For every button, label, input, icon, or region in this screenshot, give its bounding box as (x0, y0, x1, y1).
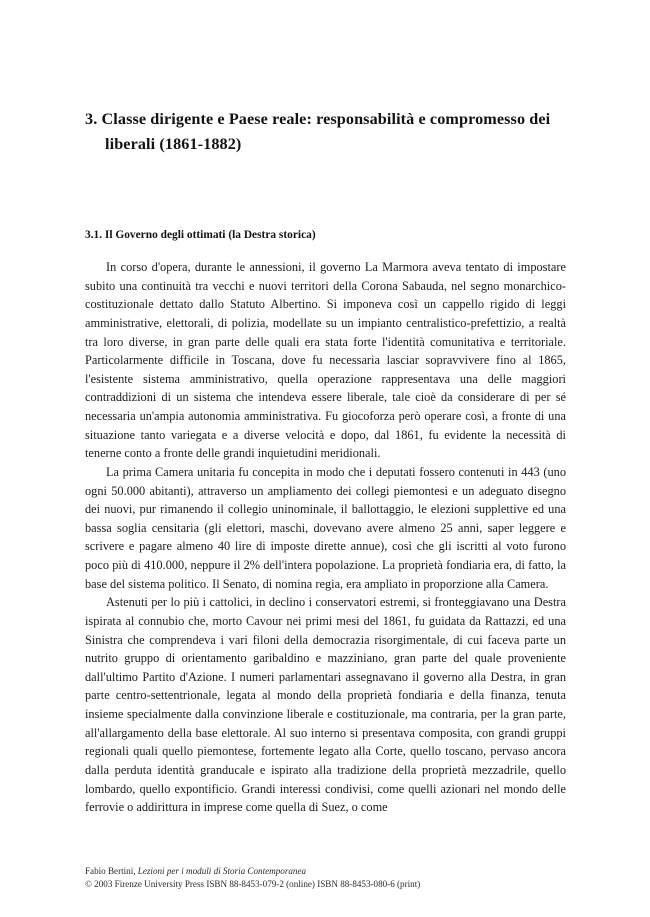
footer-copyright-line: © 2003 Firenze University Press ISBN 88-8453-079-2 (online) ISBN 88-8453-080-6 (print) (85, 878, 421, 889)
body-text (85, 258, 566, 817)
body-paragraph: Astenuti per lo più i cattolici, in declino i conservatori estremi, si fronteggiavano una Destra ispirata al connubio che, morto Cavour nei primi mesi del 1861, fu guidata da Rattazzi, ed una Sinistra che comprendeva i vari filoni della democrazia risorgimentale, di cui faceva parte un nutrito gruppo di orientamento garibaldino e mazziniano, gran parte del quale proveniente dall'ultimo Partito d'Azione. I numeri parlamentari assegnavano il governo alla Destra, in gran parte centro-settentrionale, legata al mondo della proprietà fondiaria e della finanza, tenuta insieme specialmente dalla convinzione liberale e costituzionale, ma contraria, per la gran parte, all'allargamento della base elettorale. Al suo interno si presentava composita, con grandi gruppi regionali quali quello piemontese, fortemente legato alla Corte, quello toscano, pervaso ancora dalla perduta identità granducale e ispirato alla tradizione della proprietà mezzadrile, quello lombardo, quello expontificio. Grandi interessi condivisi, come quelli azionari nel mondo delle ferrovie o addirittura in imprese come quella di Suez, o come (85, 595, 566, 815)
section-heading: 3.1. Il Governo degli ottimati (la Destra storica) (85, 229, 316, 242)
chapter-title: 3. Classe dirigente e Paese reale: responsabilità e compromesso dei liberali (1861-1882) (85, 109, 551, 154)
footer-author-name: Fabio Bertini, (85, 866, 138, 876)
body-paragraph: In corso d'opera, durante le annessioni, il governo La Marmora aveva tentato di impostare subito una continuità tra vecchi e nuovi territori della Corona Sabauda, nel segno monarchico-costituzionale dettato dallo Statuto Albertino. Si imponeva così un cappello rigido di leggi amministrative, elettorali, di polizia, modellate su un impianto centralistico-prefettizio, a realtà tra loro diverse, in gran parte delle quali era stata forte l'identità comunitativa e territoriale. Particolarmente difficile in Toscana, dove fu necessaria lasciar sopravvivere fino al 1865, l'esistente sistema amministrativo, quella operazione rappresentava una delle maggiori contraddizioni di un sistema che intendeva essere liberale, tale cioè da considerare di per sé necessaria un'ampia autonomia amministrativa. Fu giocoforza però operare così, a fronte di una situazione tanto variegata e a diverse velocità e dopo, dal 1861, fu evidente la necessità di tenerne conto a fronte delle grandi inquietudini meridionali. (85, 260, 566, 461)
footer-author-line (85, 865, 585, 878)
body-paragraph: La prima Camera unitaria fu concepita in modo che i deputati fossero contenuti in 443 (uno ogni 50.000 abitanti), attraverso un ampliamento dei collegi piemontesi e un adeguato disegno dei nuovi, pur rimanendo il collegio uninominale, il ballottaggio, le elezioni supplettive ed una bassa soglia censitaria (gli elettori, maschi, dovevano avere almeno 25 anni, saper leggere e scrivere e pagare almeno 40 lire di imposte dirette annue), così che gli iscritti al voto furono poco più di 410.000, neppure il 2% dell'intera popolazione. La proprietà fondiaria era, di fatto, la base del sistema politico. Il Senato, di nomina regia, era ampliato in proporzione alla Camera. (85, 464, 566, 591)
footer-work-title: Lezioni per i moduli di Storia Contemporanea (137, 866, 307, 876)
page-footer (85, 865, 585, 890)
